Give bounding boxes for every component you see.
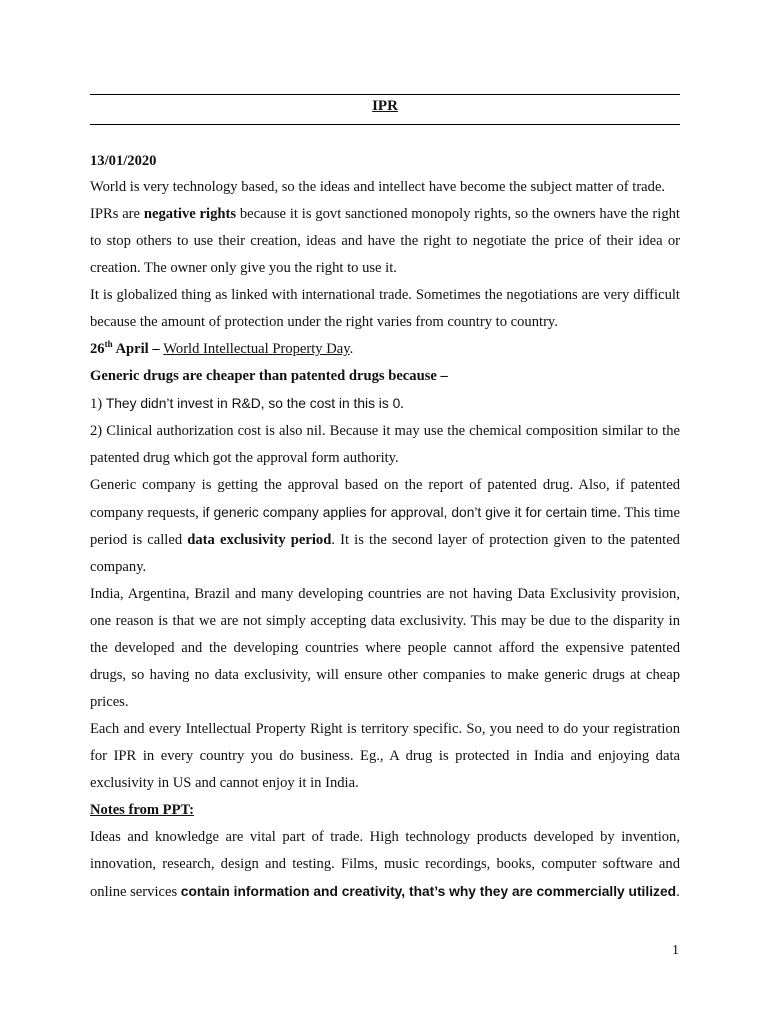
paragraph-territory: Each and every Intellectual Property Right is territory specific. So, you need to do your registration for IPR in every country you do business. Eg., A drug is protected in India and enjoying data exclusivity in US and cannot enjoy it in India. bbox=[90, 721, 680, 791]
text-run: because it is govt sanctioned monopoly rights, so the owners have the right to stop others to use their creation, ideas and have the right to negotiate the price of their idea or creation. The owner only give you the right to use it. bbox=[90, 206, 680, 276]
paragraph-developing-countries: India, Argentina, Brazil and many developing countries are not having Data Exclusivity provision, one reason is that we are not simply accepting data exclusivity. This may be due to the disparity in the developed and the developing countries where people cannot afford the expensive patented drugs, so having no data exclusivity, will ensure other companies to make generic drugs at cheap prices. bbox=[90, 586, 680, 710]
point-one bbox=[90, 390, 680, 418]
top-rule bbox=[90, 94, 680, 95]
ip-day-date bbox=[90, 341, 163, 357]
text-run: . bbox=[676, 884, 680, 900]
text-run: . bbox=[400, 396, 404, 412]
paragraph-ideas-knowledge bbox=[90, 824, 680, 906]
bottom-rule bbox=[90, 124, 680, 125]
text-run-sans: if generic company applies for approval, don’t give it for certain time bbox=[202, 505, 618, 520]
generic-drugs-heading bbox=[90, 363, 680, 390]
generic-drugs-heading-text: Generic drugs are cheaper than patented drugs because – bbox=[90, 368, 448, 384]
text-run: Ideas and knowledge are vital part of trade. High technology products developed by invention, innovation, research, design and testing. Films, music recordings, books, computer software and online services bbox=[90, 829, 680, 900]
paragraph-technology: World is very technology based, so the ideas and intellect have become the subject matter of trade. bbox=[90, 179, 666, 195]
paragraph-data-exclusivity bbox=[90, 472, 680, 581]
day-suffix: th bbox=[104, 339, 113, 350]
month-dash: April – bbox=[112, 341, 164, 357]
text-run: . This time period is called bbox=[90, 505, 680, 548]
page-number: 1 bbox=[672, 943, 679, 958]
text-run: IPRs are bbox=[90, 206, 144, 222]
point-one-text: They didn’t invest in R&D, so the cost in this is 0 bbox=[105, 396, 401, 411]
text-run: 1) bbox=[90, 396, 106, 412]
paragraph-globalized: It is globalized thing as linked with international trade. Sometimes the negotiations are very difficult because the amount of protection under the right varies from country to country. bbox=[90, 287, 680, 330]
period: . bbox=[349, 341, 354, 357]
notes-heading bbox=[90, 797, 680, 824]
bold-term-data-exclusivity: data exclusivity period bbox=[187, 532, 332, 548]
document-body bbox=[90, 148, 680, 906]
bold-run-sans: contain information and creativity, that’s why they are commercially utilized bbox=[180, 884, 677, 899]
ip-day-name: World Intellectual Property Day bbox=[163, 341, 350, 357]
paragraph-negative-rights bbox=[90, 201, 680, 282]
bold-term-negative-rights: negative rights bbox=[143, 206, 237, 222]
ip-day-line bbox=[90, 336, 680, 363]
date-heading: 13/01/2020 bbox=[90, 153, 157, 169]
page-title: IPR bbox=[372, 98, 398, 114]
notes-heading-text: Notes from PPT: bbox=[90, 802, 195, 818]
text-run: Generic company is getting the approval based on the report of patented drug. Also, if patented company requests, bbox=[90, 477, 680, 521]
text-run: . It is the second layer of protection given to the patented company. bbox=[90, 532, 680, 575]
day-number: 26 bbox=[90, 341, 105, 357]
point-two: 2) Clinical authorization cost is also nil. Because it may use the chemical composition similar to the patented drug which got the approval form authority. bbox=[90, 423, 680, 466]
